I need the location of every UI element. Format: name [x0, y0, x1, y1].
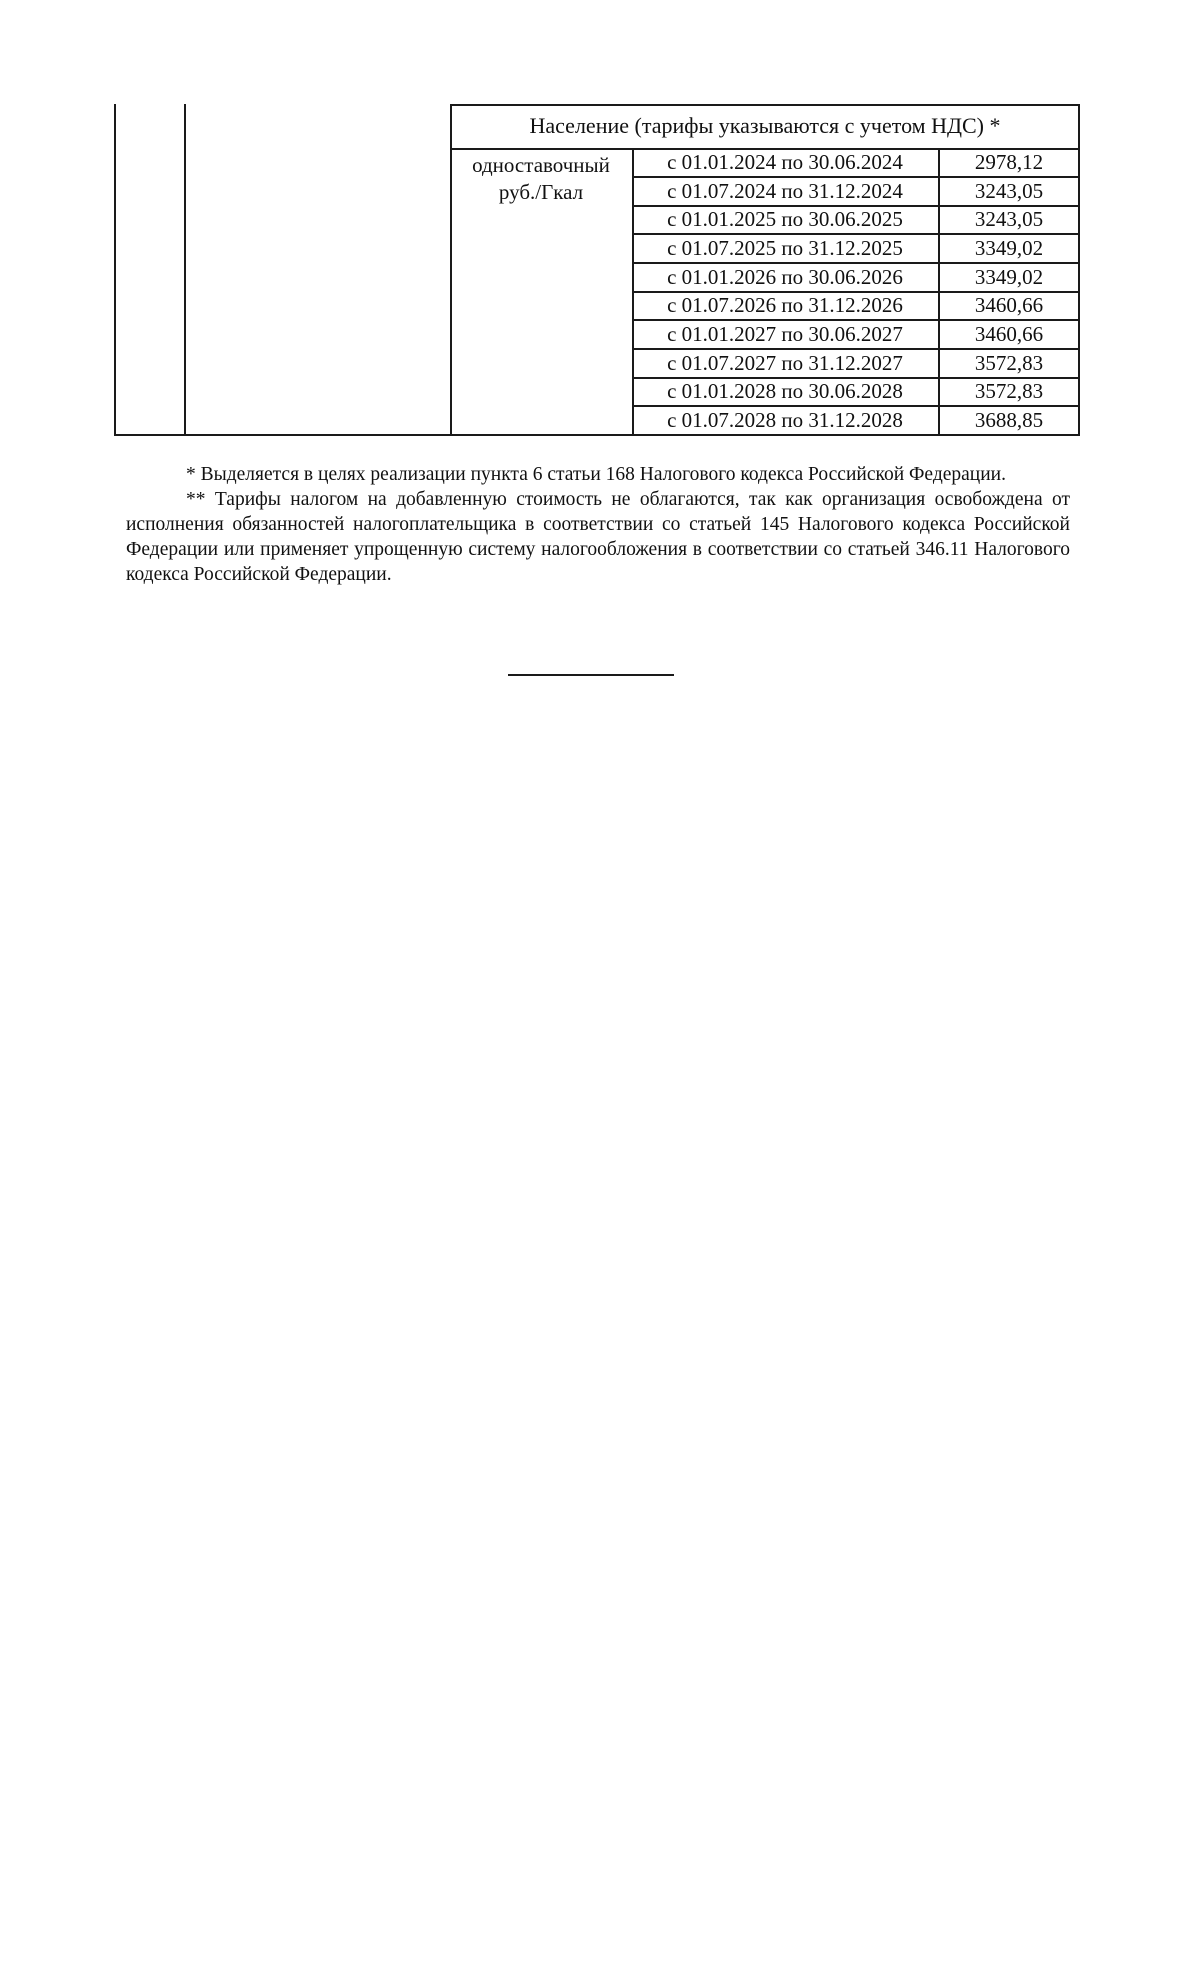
table-header: Население (тарифы указываются с учетом НДС) * — [529, 113, 1001, 138]
table-row-value: 2978,12 — [974, 150, 1044, 174]
footnotes — [126, 462, 1070, 587]
table-row-value: 3572,83 — [974, 351, 1044, 375]
table-bottom-border — [114, 434, 1080, 436]
table-row-period: с 01.07.2026 по 31.12.2026 — [667, 293, 903, 317]
table-row-value: 3572,83 — [974, 379, 1044, 403]
tariff-unit-label: руб./Гкал — [498, 180, 584, 204]
table-row-value: 3243,05 — [974, 179, 1044, 203]
table-row-value: 3349,02 — [974, 236, 1044, 260]
table-row-period: с 01.07.2028 по 31.12.2028 — [667, 408, 903, 432]
table-row-period: с 01.01.2025 по 30.06.2025 — [667, 207, 903, 231]
table-row-value: 3460,66 — [974, 322, 1044, 346]
table-row-value: 3460,66 — [974, 293, 1044, 317]
table-row-value: 3243,05 — [974, 207, 1044, 231]
end-rule-divider — [508, 674, 674, 676]
table-row-period: с 01.01.2024 по 30.06.2024 — [667, 150, 903, 174]
table-border-left — [114, 104, 116, 436]
table-row-period: с 01.01.2026 по 30.06.2026 — [667, 265, 903, 289]
table-row-period: с 01.01.2028 по 30.06.2028 — [667, 379, 903, 403]
table-row-period: с 01.07.2027 по 31.12.2027 — [667, 351, 903, 375]
table-row-period: с 01.07.2025 по 31.12.2025 — [667, 236, 903, 260]
tariff-table — [114, 104, 1080, 436]
table-row-period: с 01.07.2024 по 31.12.2024 — [667, 179, 903, 203]
table-row-period: с 01.01.2027 по 30.06.2027 — [667, 322, 903, 346]
footnote-no-vat: ** Тарифы налогом на добавленную стоимость не облагаются, так как организация освобождена от исполнения обязанностей налогоплательщика в соответствии со статьей 145 Налогового кодекса Российской Федерации или применяет упрощенную систему налогообложения в соответствии со статьей 346.11 Налогового кодекса Российской Федерации. — [126, 489, 1070, 585]
table-row-value: 3349,02 — [974, 265, 1044, 289]
tariff-type-label: одноставочный — [472, 153, 610, 177]
table-column-divider — [184, 104, 186, 436]
footnote-vat: * Выделяется в целях реализации пункта 6 статьи 168 Налогового кодекса Российской Федерации. — [186, 464, 1006, 485]
table-row-value: 3688,85 — [974, 408, 1044, 432]
